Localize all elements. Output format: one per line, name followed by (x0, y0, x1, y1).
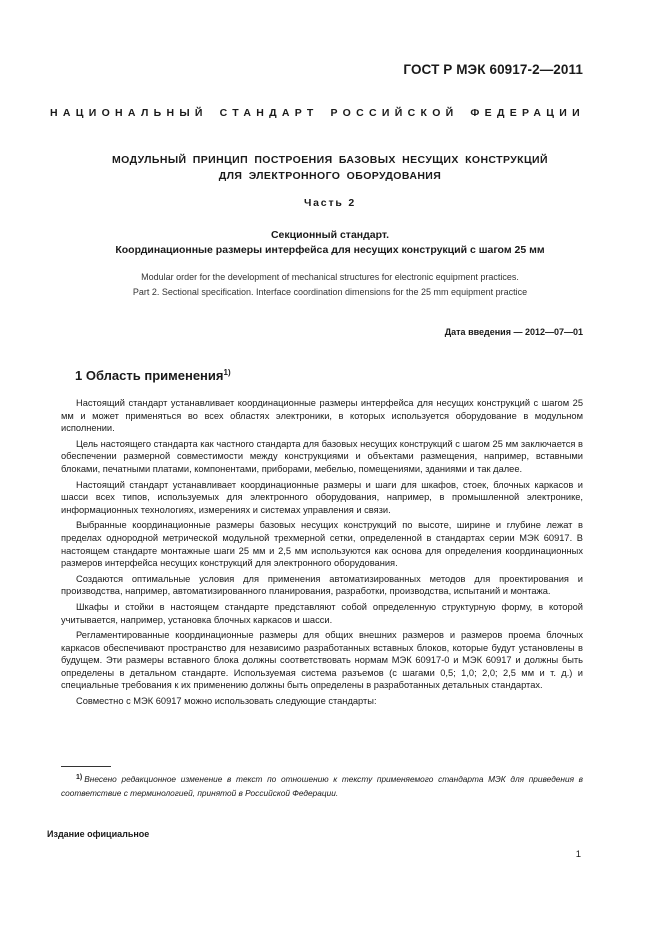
title-line: ДЛЯ ЭЛЕКТРОННОГО ОБОРУДОВАНИЯ (218, 170, 442, 182)
banner-word: ФЕДЕРАЦИИ (470, 107, 585, 119)
english-title-line: Part 2. Sectional specification. Interface coordination dimensions for the 25 mm equipment practice (132, 287, 528, 297)
paragraph: Регламентированные координационные размеры для общих внешних размеров и размеров проема блочных каркасов обеспечивают пространство для независимо разработанных вставных блоков, которые будут установлены в будущем. Эти размеры вставного блока должны соответствовать нормам МЭК 60917-0 и МЭК 60917 и должны быть определены в детальном стандарте. Используемая система разъемов (с шагами 0,5; 1,0; 2,0; 2,5 мм и т. д.) и специальные требования к их применению должны быть определены в разработанных детальных стандартах. (61, 630, 583, 691)
section-heading-text: 1 Область применения (75, 368, 224, 383)
national-standard-banner (50, 107, 585, 119)
footnote-mark: 1) (76, 774, 83, 781)
paragraph: Цель настоящего стандарта как частного стандарта для базовых несущих конструкций с шагом 25 мм заключается в обеспечении размерной совместимости между конструкциями и объектами размещения, например, вставными блоками, печатными платами, компонентами, приборами, мебелью, помещениями, зданиями и так далее. (61, 438, 583, 474)
paragraph: Шкафы и стойки в настоящем стандарте представляют собой определенную структурную форму, в которой учитывается, например, установка блочных каркасов и шасси. (61, 601, 583, 625)
paragraph: Выбранные координационные размеры базовых несущих конструкций по высоте, ширине и глубине лежат в пределах однородной метрической модульной трехмерной сетки, определенной в стандартах серии МЭК 60917. В настоящем стандарте монтажные шаги 25 мм и 2,5 мм используются как основа для определения координационных размеров интерфейса несущих конструкций для электронного оборудования. (61, 520, 583, 569)
paragraph: Совместно с МЭК 60917 можно использовать следующие стандарты: (76, 696, 377, 707)
footnote (61, 771, 583, 800)
english-title-line: Modular order for the development of mechanical structures for electronic equipment practices. (141, 272, 519, 282)
title-line: МОДУЛЬНЫЙ ПРИНЦИП ПОСТРОЕНИЯ БАЗОВЫХ НЕСУЩИХ КОНСТРУКЦИЙ (112, 154, 548, 166)
paragraph: Создаются оптимальные условия для применения автоматизированных методов для проектирования и производства, например, автоматизированного планирования, разработки, производства, испытаний и монтажа. (61, 573, 583, 597)
document-subtitle (60, 228, 600, 258)
subtitle-line: Секционный стандарт. (270, 229, 390, 241)
banner-word: НАЦИОНАЛЬНЫЙ (50, 107, 208, 119)
introduction-date: Дата введения — 2012—07—01 (444, 327, 583, 337)
paragraph: Настоящий стандарт устанавливает координационные размеры и шаги для шкафов, стоек, блочных каркасов и шасси всех типов, используемых для электронного оборудования, например, в промышленной электронике, информационных технологиях, измерениях и системах управления и связи. (61, 479, 583, 515)
section-body (61, 397, 583, 711)
document-title (60, 152, 600, 184)
subtitle-line: Координационные размеры интерфейса для несущих конструкций с шагом 25 мм (115, 244, 545, 256)
footnote-text: Внесено редакционное изменение в текст по отношению к тексту применяемого стандарта МЭК для приведения в соответствие с терминологией, принятой в Российской Федерации. (61, 774, 583, 798)
banner-word: РОССИЙСКОЙ (330, 107, 459, 119)
footnote-reference: 1) (223, 368, 231, 377)
footnote-divider (61, 766, 111, 767)
section-heading (75, 368, 231, 383)
edition-label: Издание официальное (47, 829, 150, 839)
document-code: ГОСТ Р МЭК 60917-2—2011 (403, 62, 583, 77)
part-label: Часть 2 (303, 197, 356, 209)
page-number: 1 (575, 849, 581, 860)
paragraph: Настоящий стандарт устанавливает координационные размеры интерфейса для несущих конструкций с шагом 25 мм и может применяться во всех областях электроники, в которых используется оборудование в модульном исполнении. (61, 398, 583, 434)
banner-word: СТАНДАРТ (219, 107, 319, 119)
english-title (60, 270, 600, 300)
